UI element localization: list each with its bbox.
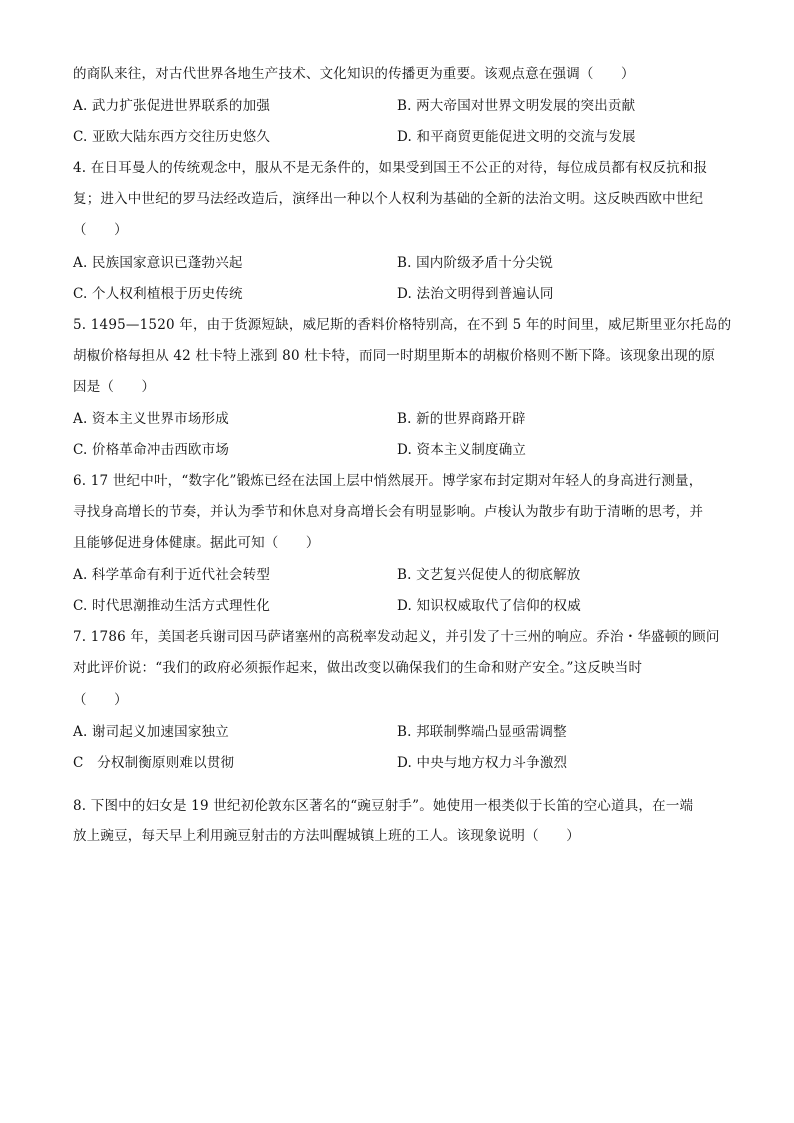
q3-option-d: D. 和平商贸更能促进文明的交流与发展 (397, 129, 636, 145)
q7-option-b: B. 邦联制弊端凸显亟需调整 (397, 724, 567, 740)
q4-stem-line-2: 复；进入中世纪的罗马法经改造后，演绎出一种以个人权利为基础的全新的法治文明。这反映西欧中世纪 (73, 191, 704, 207)
q6-stem-line-1: 6. 17 世纪中叶，“数字化”锻炼已经在法国上层中悄然展开。博学家布封定期对年轻人的身高进行测量， (73, 473, 703, 489)
q8-stem-line-2: 放上豌豆，每天早上利用豌豆射击的方法叫醒城镇上班的工人。该现象说明（ ） (73, 828, 580, 844)
q5-stem-line-3: 因是（ ） (73, 379, 156, 395)
q7-stem-line-3: （ ） (73, 692, 128, 708)
q4-option-b: B. 国内阶级矛盾十分尖锐 (397, 255, 554, 271)
q7-option-d: D. 中央与地方权力斗争激烈 (397, 755, 568, 771)
q5-stem-line-2: 胡椒价格每担从 42 杜卡特上涨到 80 杜卡特，而同一时期里斯本的胡椒价格则不断下降。该现象出现的原 (73, 348, 716, 364)
q7-option-a: A. 谢司起义加速国家独立 (73, 724, 229, 740)
q3-option-a: A. 武力扩张促进世界联系的加强 (73, 98, 271, 114)
q7-stem-line-1: 7. 1786 年，美国老兵谢司因马萨诸塞州的高税率发动起义，并引发了十三州的响应。乔治・华盛顿的顾问 (73, 629, 720, 645)
q6-stem-line-2: 寻找身高增长的节奏，并认为季节和休息对身高增长会有明显影响。卢梭认为散步有助于清晰的思考，并 (73, 504, 704, 520)
q6-option-d: D. 知识权威取代了信仰的权威 (397, 598, 581, 614)
q7-option-c: C 分权制衡原则难以贯彻 (73, 755, 235, 771)
q5-stem-line-1: 5. 1495—1520 年，由于货源短缺，威尼斯的香料价格特别高，在不到 5 年的时间里，威尼斯里亚尔托岛的 (73, 317, 732, 333)
q5-option-b: B. 新的世界商路开辟 (397, 411, 526, 427)
q4-stem-line-3: （ ） (73, 222, 128, 238)
q4-option-a: A. 民族国家意识已蓬勃兴起 (73, 255, 243, 271)
q4-stem-line-1: 4. 在日耳曼人的传统观念中，服从不是无条件的，如果受到国王不公正的对待，每位成员都有权反抗和报 (73, 160, 708, 176)
q6-option-c: C. 时代思潮推动生活方式理性化 (73, 598, 271, 614)
q6-stem-line-3: 且能够促进身体健康。据此可知（ ） (73, 535, 320, 551)
q5-option-d: D. 资本主义制度确立 (397, 442, 527, 458)
q6-option-a: A. 科学革命有利于近代社会转型 (73, 567, 271, 583)
q4-option-d: D. 法治文明得到普遍认同 (397, 286, 554, 302)
q7-stem-line-2: 对此评价说：“我们的政府必须振作起来，做出改变以确保我们的生命和财产安全。”这反映当时 (73, 660, 643, 676)
q5-option-a: A. 资本主义世界市场形成 (73, 411, 229, 427)
q5-option-c: C. 价格革命冲击西欧市场 (73, 442, 230, 458)
q8-stem-line-1: 8. 下图中的妇女是 19 世纪初伦敦东区著名的“豌豆射手”。她使用一根类似于长笛的空心道具，在一端 (73, 798, 694, 814)
q3-option-c: C. 亚欧大陆东西方交往历史悠久 (73, 129, 271, 145)
q6-option-b: B. 文艺复兴促使人的彻底解放 (397, 567, 581, 583)
q3-option-b: B. 两大帝国对世界文明发展的突出贡献 (397, 98, 636, 114)
q4-option-c: C. 个人权利植根于历史传统 (73, 286, 243, 302)
q3-stem-line-1: 的商队来往，对古代世界各地生产技术、文化知识的传播更为重要。该观点意在强调（ ） (73, 66, 635, 82)
